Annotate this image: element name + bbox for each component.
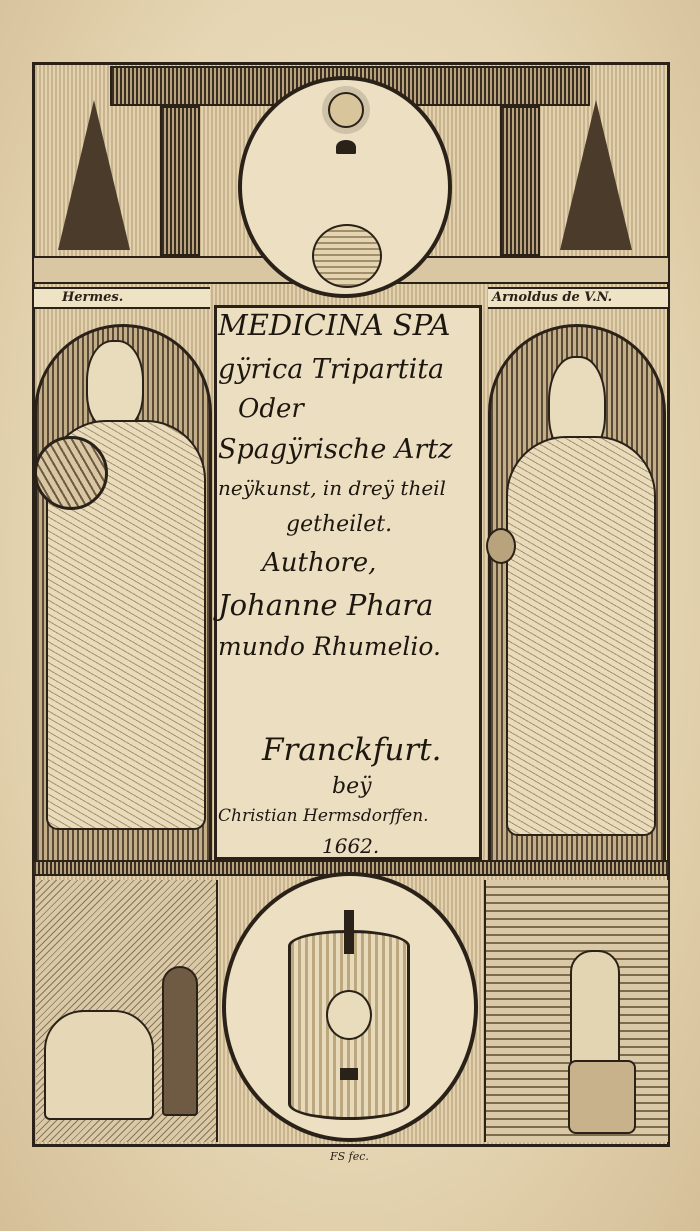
imprint-by: beÿ <box>332 774 372 799</box>
left-figure-head <box>86 340 144 430</box>
engraver-mark: FS fec. <box>330 1150 369 1163</box>
sun-icon <box>328 92 364 128</box>
imprint-printer: Christian Hermsdorffen. <box>218 806 429 826</box>
armillary-sphere-icon <box>34 436 108 510</box>
imprint-year: 1662. <box>322 834 380 858</box>
title-line-7: Authore, <box>262 548 377 578</box>
title-line-3: Oder <box>238 394 304 424</box>
globe-icon <box>312 224 382 288</box>
title-line-2: gÿrica Tripartita <box>218 354 445 385</box>
left-figure-name: Hermes. <box>62 290 124 305</box>
title-line-1: MEDICINA SPA <box>218 308 451 342</box>
left-pyramid <box>58 100 130 250</box>
left-pillar <box>160 106 200 256</box>
mortar-icon <box>568 1060 636 1134</box>
right-pillar <box>500 106 540 256</box>
bird-icon <box>336 140 356 154</box>
title-line-9: mundo Rhumelio. <box>218 632 441 661</box>
furnace-chimney <box>344 910 354 954</box>
furnace-door <box>340 1068 358 1080</box>
title-line-5: neÿkunst, in dreÿ theil <box>218 476 446 500</box>
title-line-4: Spagÿrische Artz <box>218 434 453 465</box>
right-figure-name: Arnoldus de V.N. <box>492 290 613 305</box>
imprint-city: Franckfurt. <box>262 732 442 768</box>
title-line-6: getheilet. <box>286 512 393 537</box>
right-pyramid <box>560 100 632 250</box>
flask-in-furnace-icon <box>326 990 372 1040</box>
title-line-8: Johanne Phara <box>218 588 434 622</box>
physician-figure <box>162 966 198 1116</box>
patient-bed <box>44 1010 154 1120</box>
